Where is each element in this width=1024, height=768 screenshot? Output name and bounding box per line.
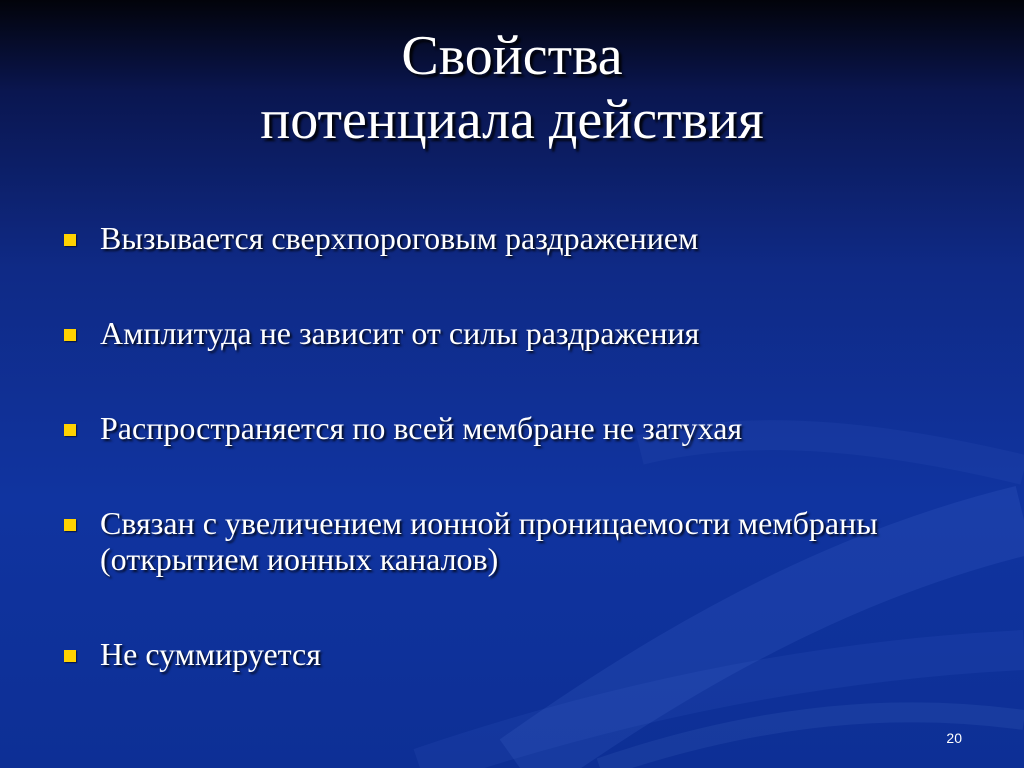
- slide-title: [0, 24, 1024, 152]
- bullet-list: [62, 220, 982, 672]
- bullet-item: [62, 315, 982, 351]
- bullet-text: Распространяется по всей мембране не затухая: [100, 410, 743, 446]
- bullet-text: Не суммируется: [100, 636, 321, 672]
- bullet-text: Амплитуда не зависит от силы раздражения: [100, 315, 700, 351]
- bullet-item: [62, 505, 982, 577]
- square-bullet-icon: [64, 424, 76, 436]
- slide-title-line-1: Свойства: [401, 25, 623, 87]
- bullet-item: [62, 410, 982, 446]
- bullet-item: [62, 636, 982, 672]
- bullet-item: [62, 220, 982, 256]
- slide-number: 20: [946, 730, 962, 746]
- square-bullet-icon: [64, 234, 76, 246]
- square-bullet-icon: [64, 329, 76, 341]
- bullet-text: Вызывается сверхпороговым раздражением: [100, 220, 699, 256]
- square-bullet-icon: [64, 519, 76, 531]
- slide-title-line-2: потенциала действия: [260, 89, 764, 151]
- square-bullet-icon: [64, 650, 76, 662]
- bullet-text: Связан с увеличением ионной проницаемости мембраны (открытием ионных каналов): [100, 505, 878, 577]
